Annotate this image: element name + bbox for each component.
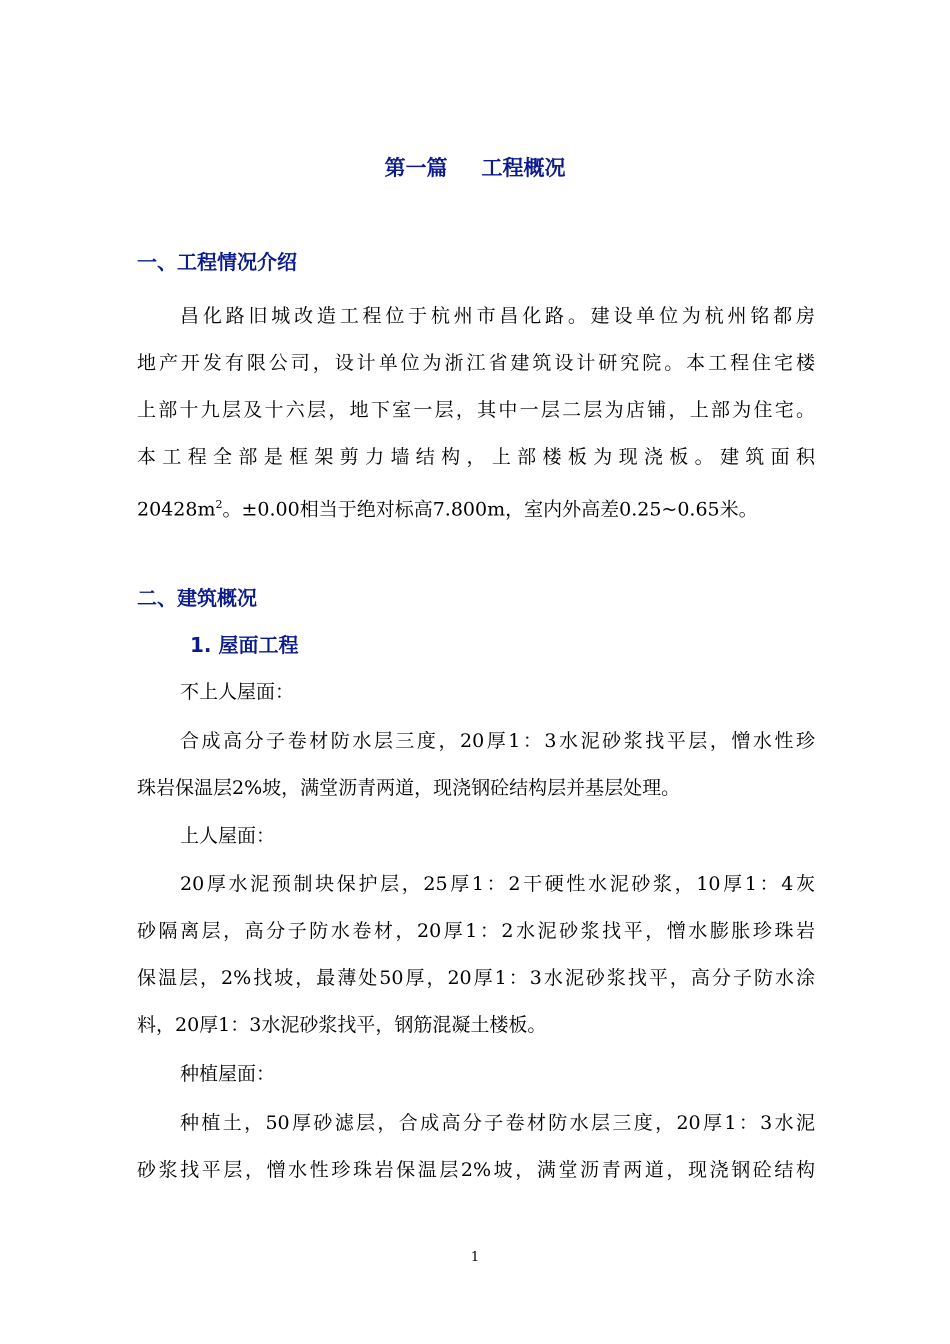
roof-subheading: 1. 屋面工程 — [190, 633, 299, 657]
page-title — [0, 152, 950, 182]
paragraph-line: 料，20厚1：3水泥砂浆找平，钢筋混凝土楼板。 — [137, 1014, 547, 1036]
roof-2-paragraph — [137, 861, 815, 1049]
roof-1-paragraph — [137, 718, 815, 812]
area-superscript: 2 — [215, 498, 223, 511]
roof-type-label: 不上人屋面： — [180, 681, 295, 703]
paragraph-line — [137, 481, 815, 533]
paragraph-line: 本工程全部是框架剪力墙结构，上部楼板为现浇板。建筑面积 — [137, 446, 815, 468]
paragraph-line: 上部十九层及十六层，地下室一层，其中一层二层为店铺，上部为住宅。 — [137, 399, 815, 421]
paragraph-line: 合成高分子卷材防水层三度，20厚1：3水泥砂浆找平层，憎水性珍 — [180, 730, 815, 752]
section-2-heading: 二、建筑概况 — [137, 586, 257, 610]
section-1-paragraph — [137, 293, 815, 533]
page-number: 1 — [470, 1250, 480, 1265]
paragraph-line: 砂隔离层，高分子防水卷材，20厚1：2水泥砂浆找平，憎水膨胀珍珠岩 — [137, 920, 815, 942]
title-part-2: 工程概况 — [481, 156, 566, 180]
roof-type-label: 种植屋面： — [180, 1063, 276, 1085]
paragraph-line: 砂浆找平层，憎水性珍珠岩保温层2%坡，满堂沥青两道，现浇钢砼结构 — [137, 1159, 815, 1181]
paragraph-line: 20厚水泥预制块保护层，25厚1：2干硬性水泥砂浆，10厚1：4灰 — [180, 873, 815, 895]
roof-3-paragraph — [137, 1100, 815, 1194]
roof-type-label: 上人屋面： — [180, 825, 276, 847]
paragraph-line: 珠岩保温层2%坡，满堂沥青两道，现浇钢砼结构层并基层处理。 — [137, 777, 681, 799]
paragraph-line: 昌化路旧城改造工程位于杭州市昌化路。建设单位为杭州铭都房 — [180, 305, 815, 327]
paragraph-line: 保温层，2%找坡，最薄处50厚，20厚1：3水泥砂浆找平，高分子防水涂 — [137, 967, 815, 989]
section-1-heading: 一、工程情况介绍 — [137, 250, 297, 274]
title-part-1: 第一篇 — [384, 156, 448, 180]
area-value: 20428m — [137, 498, 216, 521]
paragraph-line: 种植土，50厚砂滤层，合成高分子卷材防水层三度，20厚1：3水泥 — [180, 1112, 815, 1134]
paragraph-line: 地产开发有限公司，设计单位为浙江省建筑设计研究院。本工程住宅楼 — [137, 352, 815, 374]
area-rest: 。±0.00相当于绝对标高7.800m，室内外高差0.25~0.65米。 — [222, 498, 758, 521]
